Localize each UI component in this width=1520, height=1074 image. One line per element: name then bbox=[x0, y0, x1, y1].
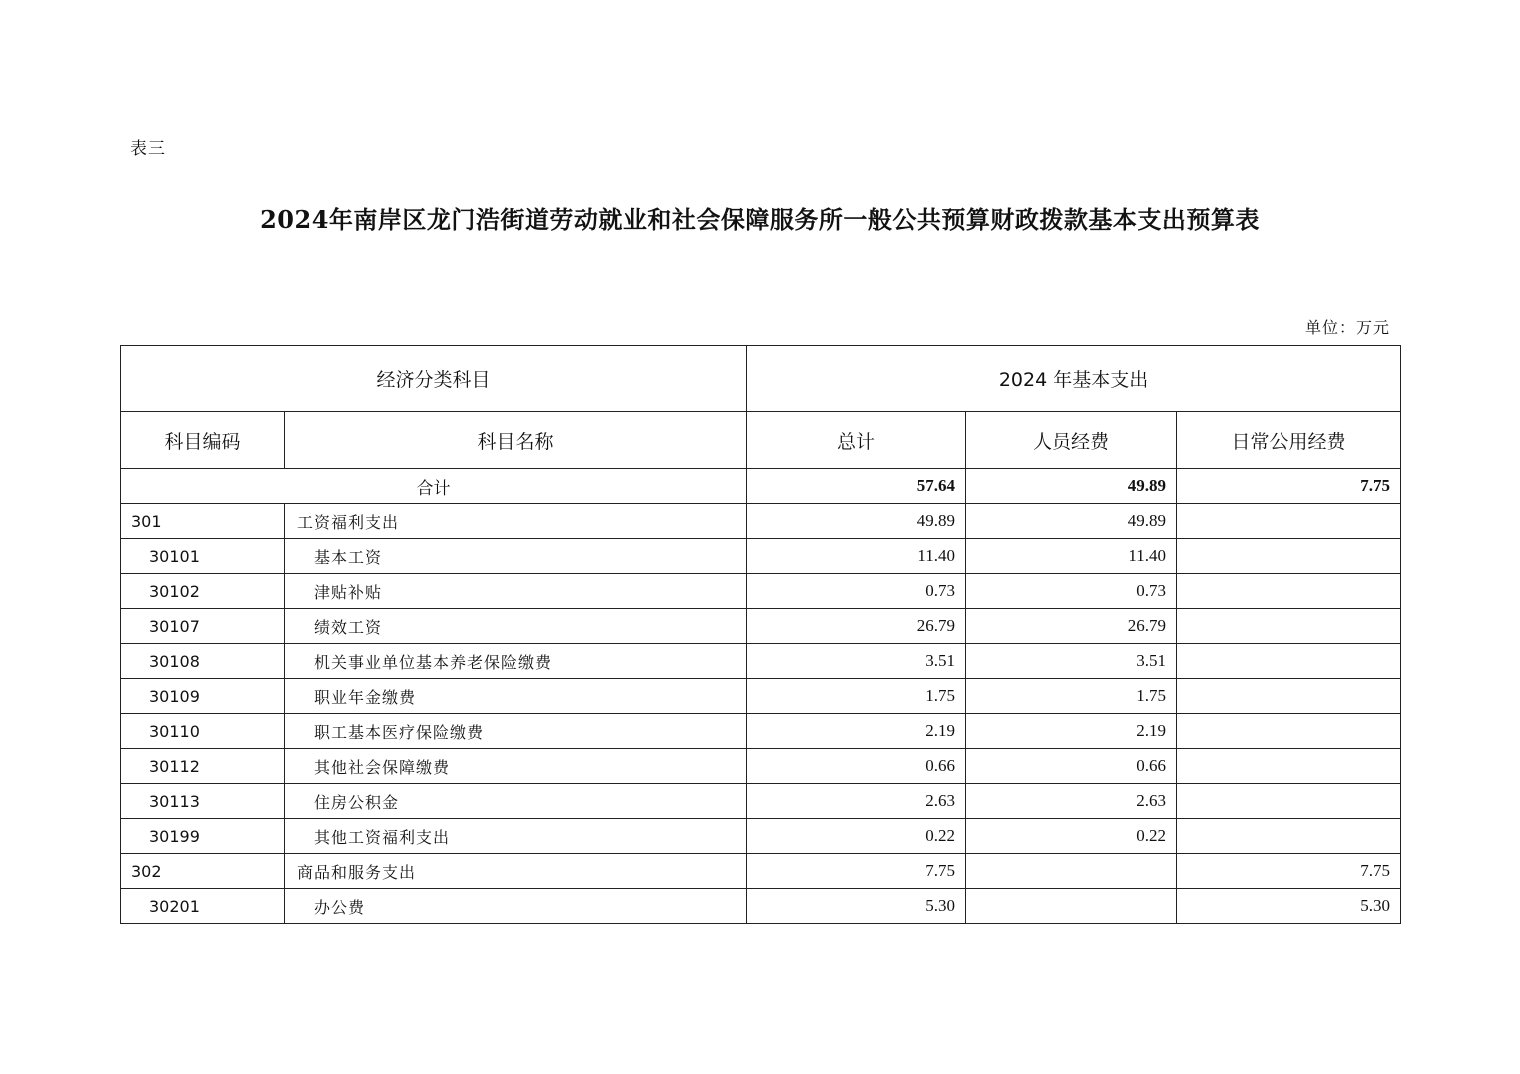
column-header-code: 科目编码 bbox=[121, 412, 285, 469]
cell-name: 基本工资 bbox=[285, 539, 747, 574]
cell-name: 津贴补贴 bbox=[285, 574, 747, 609]
cell-total: 11.40 bbox=[747, 539, 966, 574]
cell-name: 工资福利支出 bbox=[285, 504, 747, 539]
cell-personnel bbox=[966, 854, 1177, 889]
cell-personnel: 0.22 bbox=[966, 819, 1177, 854]
cell-total: 2.19 bbox=[747, 714, 966, 749]
cell-name: 商品和服务支出 bbox=[285, 854, 747, 889]
cell-public: 7.75 bbox=[1177, 854, 1401, 889]
column-header-name: 科目名称 bbox=[285, 412, 747, 469]
cell-personnel bbox=[966, 889, 1177, 924]
cell-code: 301 bbox=[121, 504, 285, 539]
cell-name: 办公费 bbox=[285, 889, 747, 924]
total-cell-total: 57.64 bbox=[747, 469, 966, 504]
cell-name: 绩效工资 bbox=[285, 609, 747, 644]
cell-code: 30199 bbox=[121, 819, 285, 854]
cell-name: 住房公积金 bbox=[285, 784, 747, 819]
total-row bbox=[121, 469, 1401, 504]
cell-personnel: 11.40 bbox=[966, 539, 1177, 574]
column-header-personnel: 人员经费 bbox=[966, 412, 1177, 469]
total-cell-public: 7.75 bbox=[1177, 469, 1401, 504]
cell-name: 职业年金缴费 bbox=[285, 679, 747, 714]
header-basic-expense-2024: 2024 年基本支出 bbox=[747, 346, 1401, 412]
cell-code: 30102 bbox=[121, 574, 285, 609]
table-row bbox=[121, 679, 1401, 714]
total-label: 合计 bbox=[121, 469, 747, 504]
cell-name: 其他工资福利支出 bbox=[285, 819, 747, 854]
cell-name: 其他社会保障缴费 bbox=[285, 749, 747, 784]
table-row bbox=[121, 504, 1401, 539]
cell-personnel: 0.66 bbox=[966, 749, 1177, 784]
cell-personnel: 2.19 bbox=[966, 714, 1177, 749]
cell-total: 26.79 bbox=[747, 609, 966, 644]
column-header-public: 日常公用经费 bbox=[1177, 412, 1401, 469]
cell-total: 1.75 bbox=[747, 679, 966, 714]
cell-personnel: 26.79 bbox=[966, 609, 1177, 644]
table-row bbox=[121, 539, 1401, 574]
cell-personnel: 1.75 bbox=[966, 679, 1177, 714]
cell-total: 5.30 bbox=[747, 889, 966, 924]
cell-code: 30110 bbox=[121, 714, 285, 749]
cell-public: 5.30 bbox=[1177, 889, 1401, 924]
cell-personnel: 49.89 bbox=[966, 504, 1177, 539]
cell-code: 30101 bbox=[121, 539, 285, 574]
cell-personnel: 2.63 bbox=[966, 784, 1177, 819]
table-row bbox=[121, 784, 1401, 819]
cell-total: 0.66 bbox=[747, 749, 966, 784]
cell-total: 2.63 bbox=[747, 784, 966, 819]
cell-public bbox=[1177, 679, 1401, 714]
cell-public bbox=[1177, 539, 1401, 574]
cell-name: 机关事业单位基本养老保险缴费 bbox=[285, 644, 747, 679]
table-row bbox=[121, 609, 1401, 644]
cell-total: 7.75 bbox=[747, 854, 966, 889]
table-row bbox=[121, 714, 1401, 749]
cell-name: 职工基本医疗保险缴费 bbox=[285, 714, 747, 749]
cell-public bbox=[1177, 609, 1401, 644]
cell-public bbox=[1177, 784, 1401, 819]
cell-public bbox=[1177, 714, 1401, 749]
cell-public bbox=[1177, 819, 1401, 854]
cell-code: 302 bbox=[121, 854, 285, 889]
cell-public bbox=[1177, 644, 1401, 679]
cell-personnel: 0.73 bbox=[966, 574, 1177, 609]
cell-total: 0.73 bbox=[747, 574, 966, 609]
cell-public bbox=[1177, 504, 1401, 539]
cell-code: 30112 bbox=[121, 749, 285, 784]
header-economic-category: 经济分类科目 bbox=[121, 346, 747, 412]
cell-total: 49.89 bbox=[747, 504, 966, 539]
table-row bbox=[121, 574, 1401, 609]
cell-public bbox=[1177, 574, 1401, 609]
table-row bbox=[121, 644, 1401, 679]
cell-code: 30109 bbox=[121, 679, 285, 714]
table-row bbox=[121, 749, 1401, 784]
column-header-total: 总计 bbox=[747, 412, 966, 469]
cell-code: 30201 bbox=[121, 889, 285, 924]
page-title: 2024年南岸区龙门浩街道劳动就业和社会保障服务所一般公共预算财政拨款基本支出预算表 bbox=[260, 205, 1260, 234]
table-label: 表三 bbox=[130, 139, 166, 159]
cell-personnel: 3.51 bbox=[966, 644, 1177, 679]
table-row bbox=[121, 889, 1401, 924]
cell-total: 0.22 bbox=[747, 819, 966, 854]
table-row bbox=[121, 819, 1401, 854]
total-cell-personnel: 49.89 bbox=[966, 469, 1177, 504]
cell-code: 30108 bbox=[121, 644, 285, 679]
cell-code: 30113 bbox=[121, 784, 285, 819]
cell-total: 3.51 bbox=[747, 644, 966, 679]
cell-public bbox=[1177, 749, 1401, 784]
cell-code: 30107 bbox=[121, 609, 285, 644]
unit-note: 单位：万元 bbox=[1304, 318, 1390, 337]
table-row bbox=[121, 854, 1401, 889]
budget-table bbox=[120, 345, 1401, 924]
